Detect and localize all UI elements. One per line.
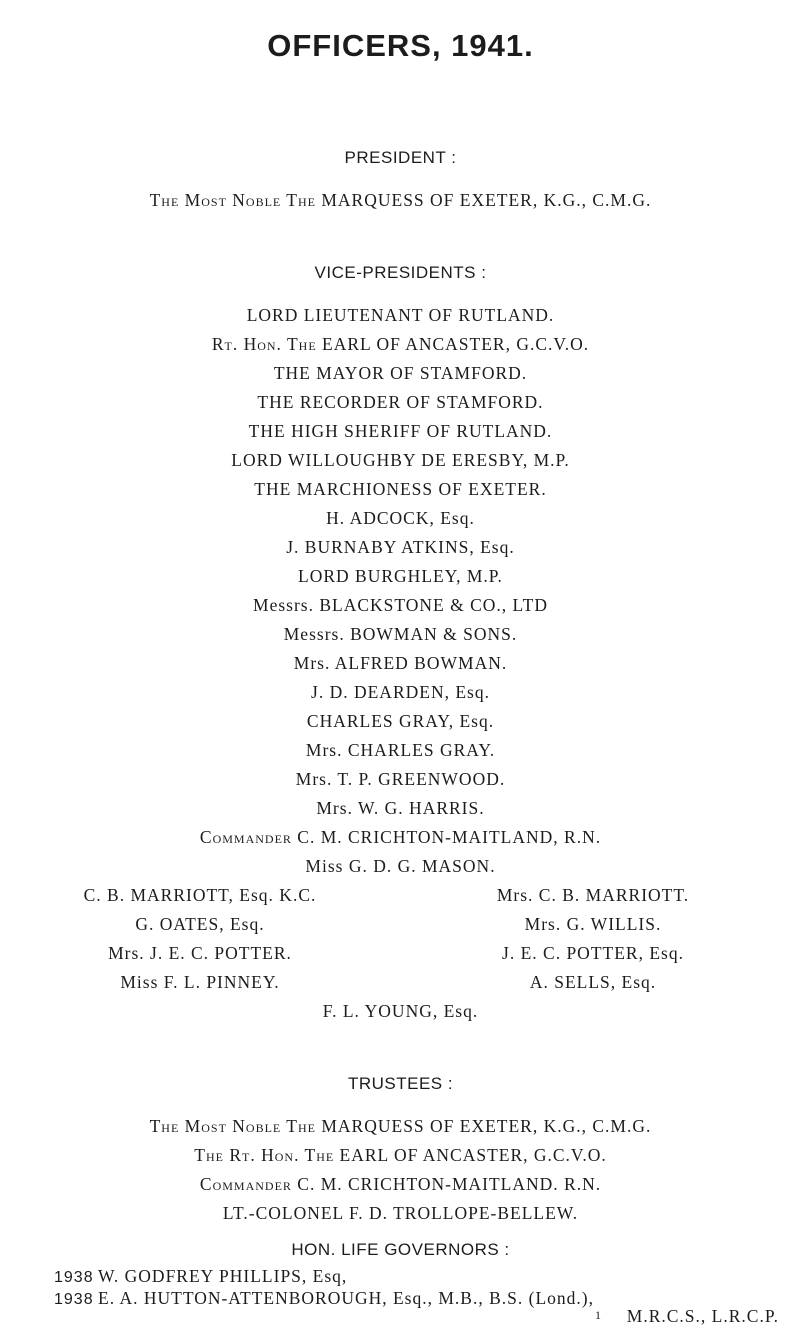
life-governor-name: E. A. HUTTON-ATTENBOROUGH, Esq., M.B., B.S. (Lond.), <box>98 1288 594 1308</box>
vice-president-right: Mrs. G. WILLIS. <box>524 914 662 934</box>
vice-president-left: Mrs. J. E. C. POTTER. <box>108 943 292 963</box>
life-governors-heading: HON. LIFE GOVERNORS : <box>291 1240 510 1259</box>
life-governor-qualifications: M.R.C.S., L.R.C.P. <box>626 1306 779 1326</box>
life-governor-name: W. GODFREY PHILLIPS, Esq, <box>98 1266 348 1286</box>
life-governor-year: 1938 <box>54 1291 94 1308</box>
vice-president-name: Mrs. ALFRED BOWMAN. <box>293 653 508 673</box>
vice-president-name: LORD BURGHLEY, M.P. <box>298 566 503 586</box>
vice-presidents-heading: VICE-PRESIDENTS : <box>314 263 487 282</box>
vice-president-right: J. E. C. POTTER, Esq. <box>502 943 684 963</box>
vice-president-name: THE HIGH SHERIFF OF RUTLAND. <box>248 421 553 441</box>
vice-president-name: Mrs. T. P. GREENWOOD. <box>295 769 506 789</box>
vice-president-name: THE MAYOR OF STAMFORD. <box>273 363 528 383</box>
vice-president-name: THE MARCHIONESS OF EXETER. <box>254 479 547 499</box>
trustee-name: LT.-COLONEL F. D. TROLLOPE-BELLEW. <box>222 1203 579 1223</box>
trustee-name: The Most Noble The MARQUESS OF EXETER, K.G., C.M.G. <box>149 1116 652 1136</box>
vice-president-name: F. L. YOUNG, Esq. <box>322 1001 479 1021</box>
trustee-name: The Rt. Hon. The EARL OF ANCASTER, G.C.V.O. <box>194 1145 607 1165</box>
life-governor-entry <box>54 1288 594 1309</box>
vice-president-right: A. SELLS, Esq. <box>529 972 657 992</box>
vice-president-left: C. B. MARRIOTT, Esq. K.C. <box>83 885 317 905</box>
vice-presidents-two-column <box>0 885 801 985</box>
life-governor-year: 1938 <box>54 1269 94 1286</box>
vice-president-name: J. D. DEARDEN, Esq. <box>311 682 490 702</box>
vice-president-name: CHARLES GRAY, Esq. <box>306 711 495 731</box>
vice-president-name: J. BURNABY ATKINS, Esq. <box>286 537 515 557</box>
vice-president-name: LORD LIEUTENANT OF RUTLAND. <box>246 305 555 325</box>
vice-president-left: G. OATES, Esq. <box>135 914 265 934</box>
vice-president-name: Miss G. D. G. MASON. <box>305 856 496 876</box>
vice-president-right: Mrs. C. B. MARRIOTT. <box>496 885 690 905</box>
vice-president-name: Rt. Hon. The EARL OF ANCASTER, G.C.V.O. <box>211 334 590 354</box>
vice-president-name: Mrs. W. G. HARRIS. <box>316 798 485 818</box>
trustee-name: Commander C. M. CRICHTON-MAITLAND. R.N. <box>199 1174 602 1194</box>
vice-president-name: H. ADCOCK, Esq. <box>326 508 475 528</box>
vice-president-name: LORD WILLOUGHBY DE ERESBY, M.P. <box>231 450 570 470</box>
vice-presidents-two-column <box>0 972 801 1002</box>
life-governors-section <box>0 1240 801 1325</box>
vice-president-left: Miss F. L. PINNEY. <box>120 972 280 992</box>
page-number: 1 <box>595 1308 601 1322</box>
vice-president-name: THE RECORDER OF STAMFORD. <box>257 392 544 412</box>
president-name: The Most Noble The MARQUESS OF EXETER, K.G., C.M.G. <box>149 190 652 210</box>
vice-president-name: Messrs. BOWMAN & SONS. <box>283 624 518 644</box>
vice-president-name: Mrs. CHARLES GRAY. <box>305 740 496 760</box>
life-governor-entry <box>54 1266 347 1287</box>
vice-president-name: Commander C. M. CRICHTON-MAITLAND, R.N. <box>199 827 602 847</box>
president-heading: PRESIDENT : <box>344 148 457 167</box>
vice-president-name: Messrs. BLACKSTONE & CO., LTD <box>253 595 548 615</box>
trustees-heading: TRUSTEES : <box>347 1074 454 1093</box>
page-title: OFFICERS, 1941. <box>267 28 534 63</box>
